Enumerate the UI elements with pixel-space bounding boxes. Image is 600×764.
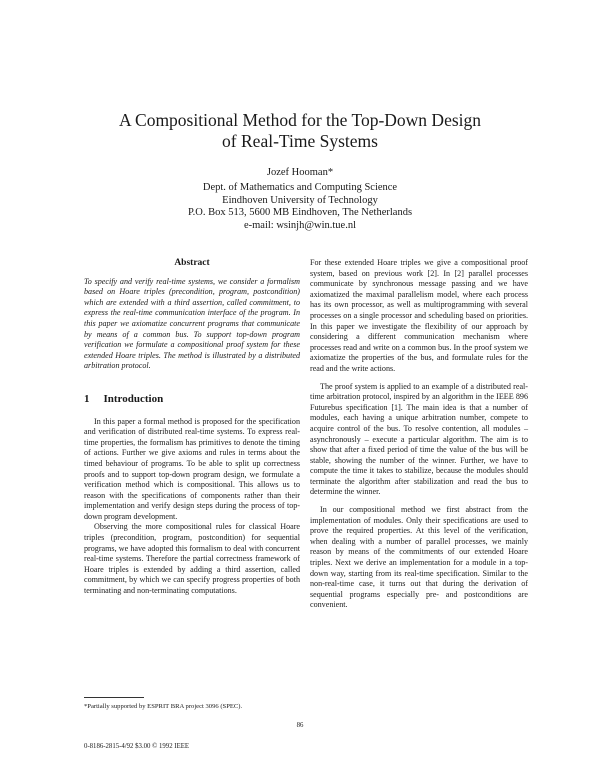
footnote: *Partially supported by ESPRIT BRA project 3096 (SPEC).	[84, 703, 243, 710]
affiliation-line: P.O. Box 513, 5600 MB Eindhoven, The Netherlands	[187, 207, 413, 219]
body-paragraph: In this paper a formal method is proposed for the specification and verification of distributed real-time systems. To express real-time properties, the formalism has primitives to denote the timing of actions. Further we give axioms and rules in terms about the timed behaviour of programs. To be able to split up correctness proofs and to support top-down program design, we formulate a verification method which is compositional. This allows us to reason with the specifications of components rather than their implementation and verify design steps during the process of top-down program development.	[84, 416, 300, 521]
body-paragraph: For these extended Hoare triples we give a compositional proof system, based on previous work [2]. In [2] parallel processes communicate by synchronous message passing and we have axiomatized the maximal parallelism model, where each process has its own processor, as well as multiprogramming with several processes on a single processor and scheduling based on priorities. In this paper we investigate the flexibility of our approach by considering a different communication mechanism where processes read and write on a common bus. In the proof system we axiomatize the properties of the bus, and formulate rules for the read and the write actions.	[310, 258, 528, 373]
section-title: Introduction	[103, 392, 164, 405]
title-line-1: A Compositional Method for the Top-Down Design	[118, 110, 482, 130]
abstract-heading: Abstract	[174, 258, 210, 268]
section-number: 1	[84, 392, 90, 405]
abstract-text: To specify and verify real-time systems, we consider a formalism based on Hoare triples (precondition, program, postcondition) which are extended with a third assertion, called commitment, to express the real-time communication interface of the program. In this paper we axiomatize concurrent programs that communicate by means of a common bus. To support top-down program verification we formulate a compositional proof system for these extended Hoare triples. The method is illustrated by a distributed arbitration protocol.	[84, 276, 300, 371]
section-heading	[84, 394, 300, 405]
left-column	[84, 258, 300, 597]
footnote-rule	[84, 697, 144, 698]
paper-title	[0, 110, 600, 152]
title-line-2: of Real-Time Systems	[222, 131, 378, 151]
author-block	[0, 167, 600, 232]
affiliation-line: Dept. of Mathematics and Computing Science	[202, 182, 398, 194]
copyright-line: 0-8186-2815-4/92 $3.00 © 1992 IEEE	[84, 743, 190, 750]
body-paragraph: Observing the more compositional rules for classical Hoare triples (precondition, program, postcondition) for sequential programs, we have adopted this formalism to deal with concurrent real-time systems. Therefore the partial correctness framework of Hoare triples is extended by adding a third assertion, called commitment, by which we can specify progress properties of both terminating and non-terminating computations.	[84, 522, 300, 596]
author-email: e-mail: wsinjh@win.tue.nl	[243, 219, 357, 231]
author-name: Jozef Hooman*	[266, 167, 334, 178]
page-number: 86	[296, 722, 304, 729]
body-paragraph: In our compositional method we first abstract from the implementation of modules. Only their specifications are used to prove the required properties. At this level of the verification, when dealing with a number of parallel processes, we mainly reason by means of the commitments of our extended Hoare triples. Next we derive an implementation for a module in a top-down way, starting from its real-time specification. Similar to the non-real-time case, it turns out that during the derivation of sequential programs especially pre- and postconditions are convenient.	[310, 505, 528, 610]
body-paragraph: The proof system is applied to an example of a distributed real-time arbitration protocol, inspired by an algorithm in the IEEE 896 Futurebus specification [1]. The main idea is that a number of modules, each having a unique arbitration number, compete to acquire control of the bus. To resolve contention, all modules – asynchronously – execute a particular algorithm. The aim is to show that after a fixed period of time the value of the bus will be stable, showing the number of the winner. Further, we have to compute the time it takes to stabilize, because the modules should terminate the algorithm after stabilization and read the bus to determine the winner.	[310, 381, 528, 497]
right-column	[310, 258, 528, 611]
affiliation-line: Eindhoven University of Technology	[222, 194, 378, 206]
